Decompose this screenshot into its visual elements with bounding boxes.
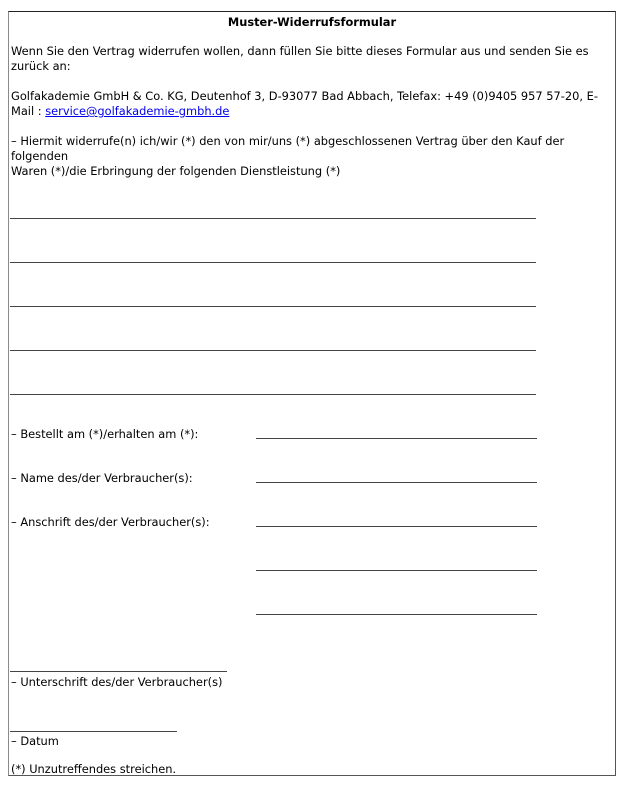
address-line-1: Golfakademie GmbH & Co. KG, Deutenhof 3, D-93077 Bad Abbach, Telefax: +49 (0)9405 957 57-20, E- xyxy=(11,89,598,103)
intro-text-line-1: Wenn Sie den Vertrag widerrufen wollen, dann füllen Sie bitte dieses Formular aus und senden Sie es xyxy=(11,44,589,58)
goods-entry-line-4[interactable] xyxy=(10,350,536,351)
consumer-address-line-1[interactable] xyxy=(256,526,537,527)
ordered-received-label: – Bestellt am (*)/erhalten am (*): xyxy=(11,427,199,441)
goods-entry-line-2[interactable] xyxy=(10,262,536,263)
email-prefix: Mail : xyxy=(11,104,46,118)
footnote: (*) Unzutreffendes streichen. xyxy=(11,762,177,776)
goods-entry-line-3[interactable] xyxy=(10,306,536,307)
consumer-address-label: – Anschrift des/der Verbraucher(s): xyxy=(11,515,210,529)
intro-text-line-2: zurück an: xyxy=(11,59,71,73)
consumer-address-line-2[interactable] xyxy=(256,570,537,571)
consumer-address-line-3[interactable] xyxy=(256,614,537,615)
declaration-line-3: Waren (*)/die Erbringung der folgenden Dienstleistung (*) xyxy=(11,164,341,178)
goods-entry-line-1[interactable] xyxy=(10,218,536,219)
date-line[interactable] xyxy=(10,731,177,732)
declaration-line-1: – Hiermit widerrufe(n) ich/wir (*) den von mir/uns (*) abgeschlossenen Vertrag über den Kauf der xyxy=(11,134,565,148)
goods-entry-line-5[interactable] xyxy=(10,394,536,395)
signature-line[interactable] xyxy=(10,671,227,672)
email-link[interactable]: service@golfakademie-gmbh.de xyxy=(45,104,230,118)
consumer-name-label: – Name des/der Verbraucher(s): xyxy=(11,471,193,485)
address-line-2 xyxy=(11,104,229,119)
withdrawal-form xyxy=(8,11,616,776)
signature-label: – Unterschrift des/der Verbraucher(s) xyxy=(11,675,223,689)
date-label: – Datum xyxy=(11,734,59,748)
declaration-line-2: folgenden xyxy=(11,149,69,163)
consumer-name-line[interactable] xyxy=(256,482,537,483)
form-title: Muster-Widerrufsformular xyxy=(227,15,397,29)
ordered-received-line[interactable] xyxy=(256,438,537,439)
